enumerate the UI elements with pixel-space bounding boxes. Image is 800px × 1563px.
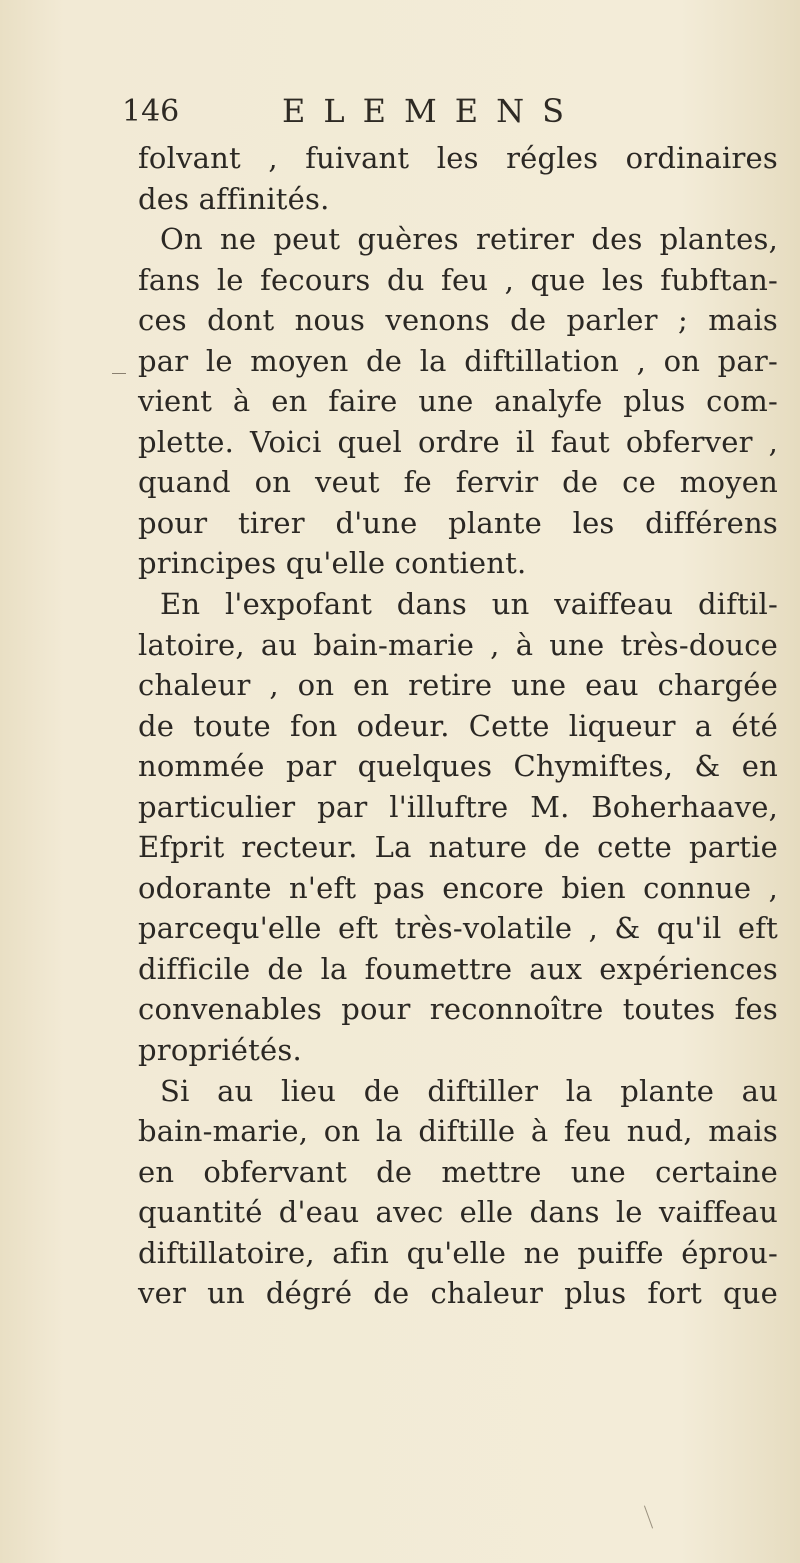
- text-line: ver un dégré de chaleur plus fort que: [138, 1276, 778, 1311]
- text-line: quand on veut fe fervir de ce moyen: [138, 465, 778, 500]
- text-line: parcequ'elle eft très-volatile , & qu'il eft: [138, 911, 778, 946]
- paper-mark: [644, 1506, 653, 1529]
- text-line: plette. Voici quel ordre il faut obferver ,: [138, 424, 778, 459]
- text-line: Si au lieu de diftiller la plante au: [160, 1073, 778, 1108]
- text-line: vient à en faire une analyfe plus com-: [138, 384, 778, 419]
- text-line: principes qu'elle contient.: [138, 546, 527, 581]
- text-line: nommée par quelques Chymiftes, & en: [138, 749, 778, 784]
- text-line: propriétés.: [138, 1033, 302, 1068]
- text-line: bain-marie, on la diftille à feu nud, mais: [138, 1114, 778, 1149]
- text-line: On ne peut guères retirer des plantes,: [160, 222, 778, 257]
- text-line: par le moyen de la diftillation , on par-: [138, 343, 778, 378]
- text-line: particulier par l'illuftre M. Boherhaave,: [138, 789, 778, 824]
- text-line: folvant , fuivant les régles ordinaires: [138, 141, 778, 175]
- text-line: des affinités.: [138, 181, 330, 216]
- text-line: chaleur , on en retire une eau chargée: [138, 668, 778, 703]
- body-text: [138, 138, 778, 1314]
- text-line: diftillatoire, afin qu'elle ne puiffe éprou-: [138, 1235, 778, 1270]
- margin-mark: [112, 373, 126, 374]
- page-number: 146: [122, 94, 180, 129]
- text-line: En l'expofant dans un vaiffeau diftil-: [160, 587, 778, 622]
- running-head: ELEMENS: [282, 92, 583, 130]
- text-line: fans le fecours du feu , que les fubftan-: [138, 262, 778, 297]
- text-line: de toute fon odeur. Cette liqueur a été: [138, 708, 778, 743]
- text-line: odorante n'eft pas encore bien connue ,: [138, 870, 778, 905]
- text-line: ces dont nous venons de parler ; mais: [138, 303, 778, 338]
- page-header: [122, 92, 582, 140]
- text-line: Efprit recteur. La nature de cette partie: [138, 830, 778, 865]
- text-line: quantité d'eau avec elle dans le vaiffeau: [138, 1195, 778, 1230]
- text-line: latoire, au bain-marie , à une très-douce: [138, 627, 778, 662]
- text-line: convenables pour reconnoître toutes fes: [138, 992, 778, 1027]
- text-line: pour tirer d'une plante les différens: [138, 505, 778, 540]
- text-line: difficile de la foumettre aux expériences: [138, 951, 778, 986]
- text-line: en obfervant de mettre une certaine: [138, 1154, 778, 1189]
